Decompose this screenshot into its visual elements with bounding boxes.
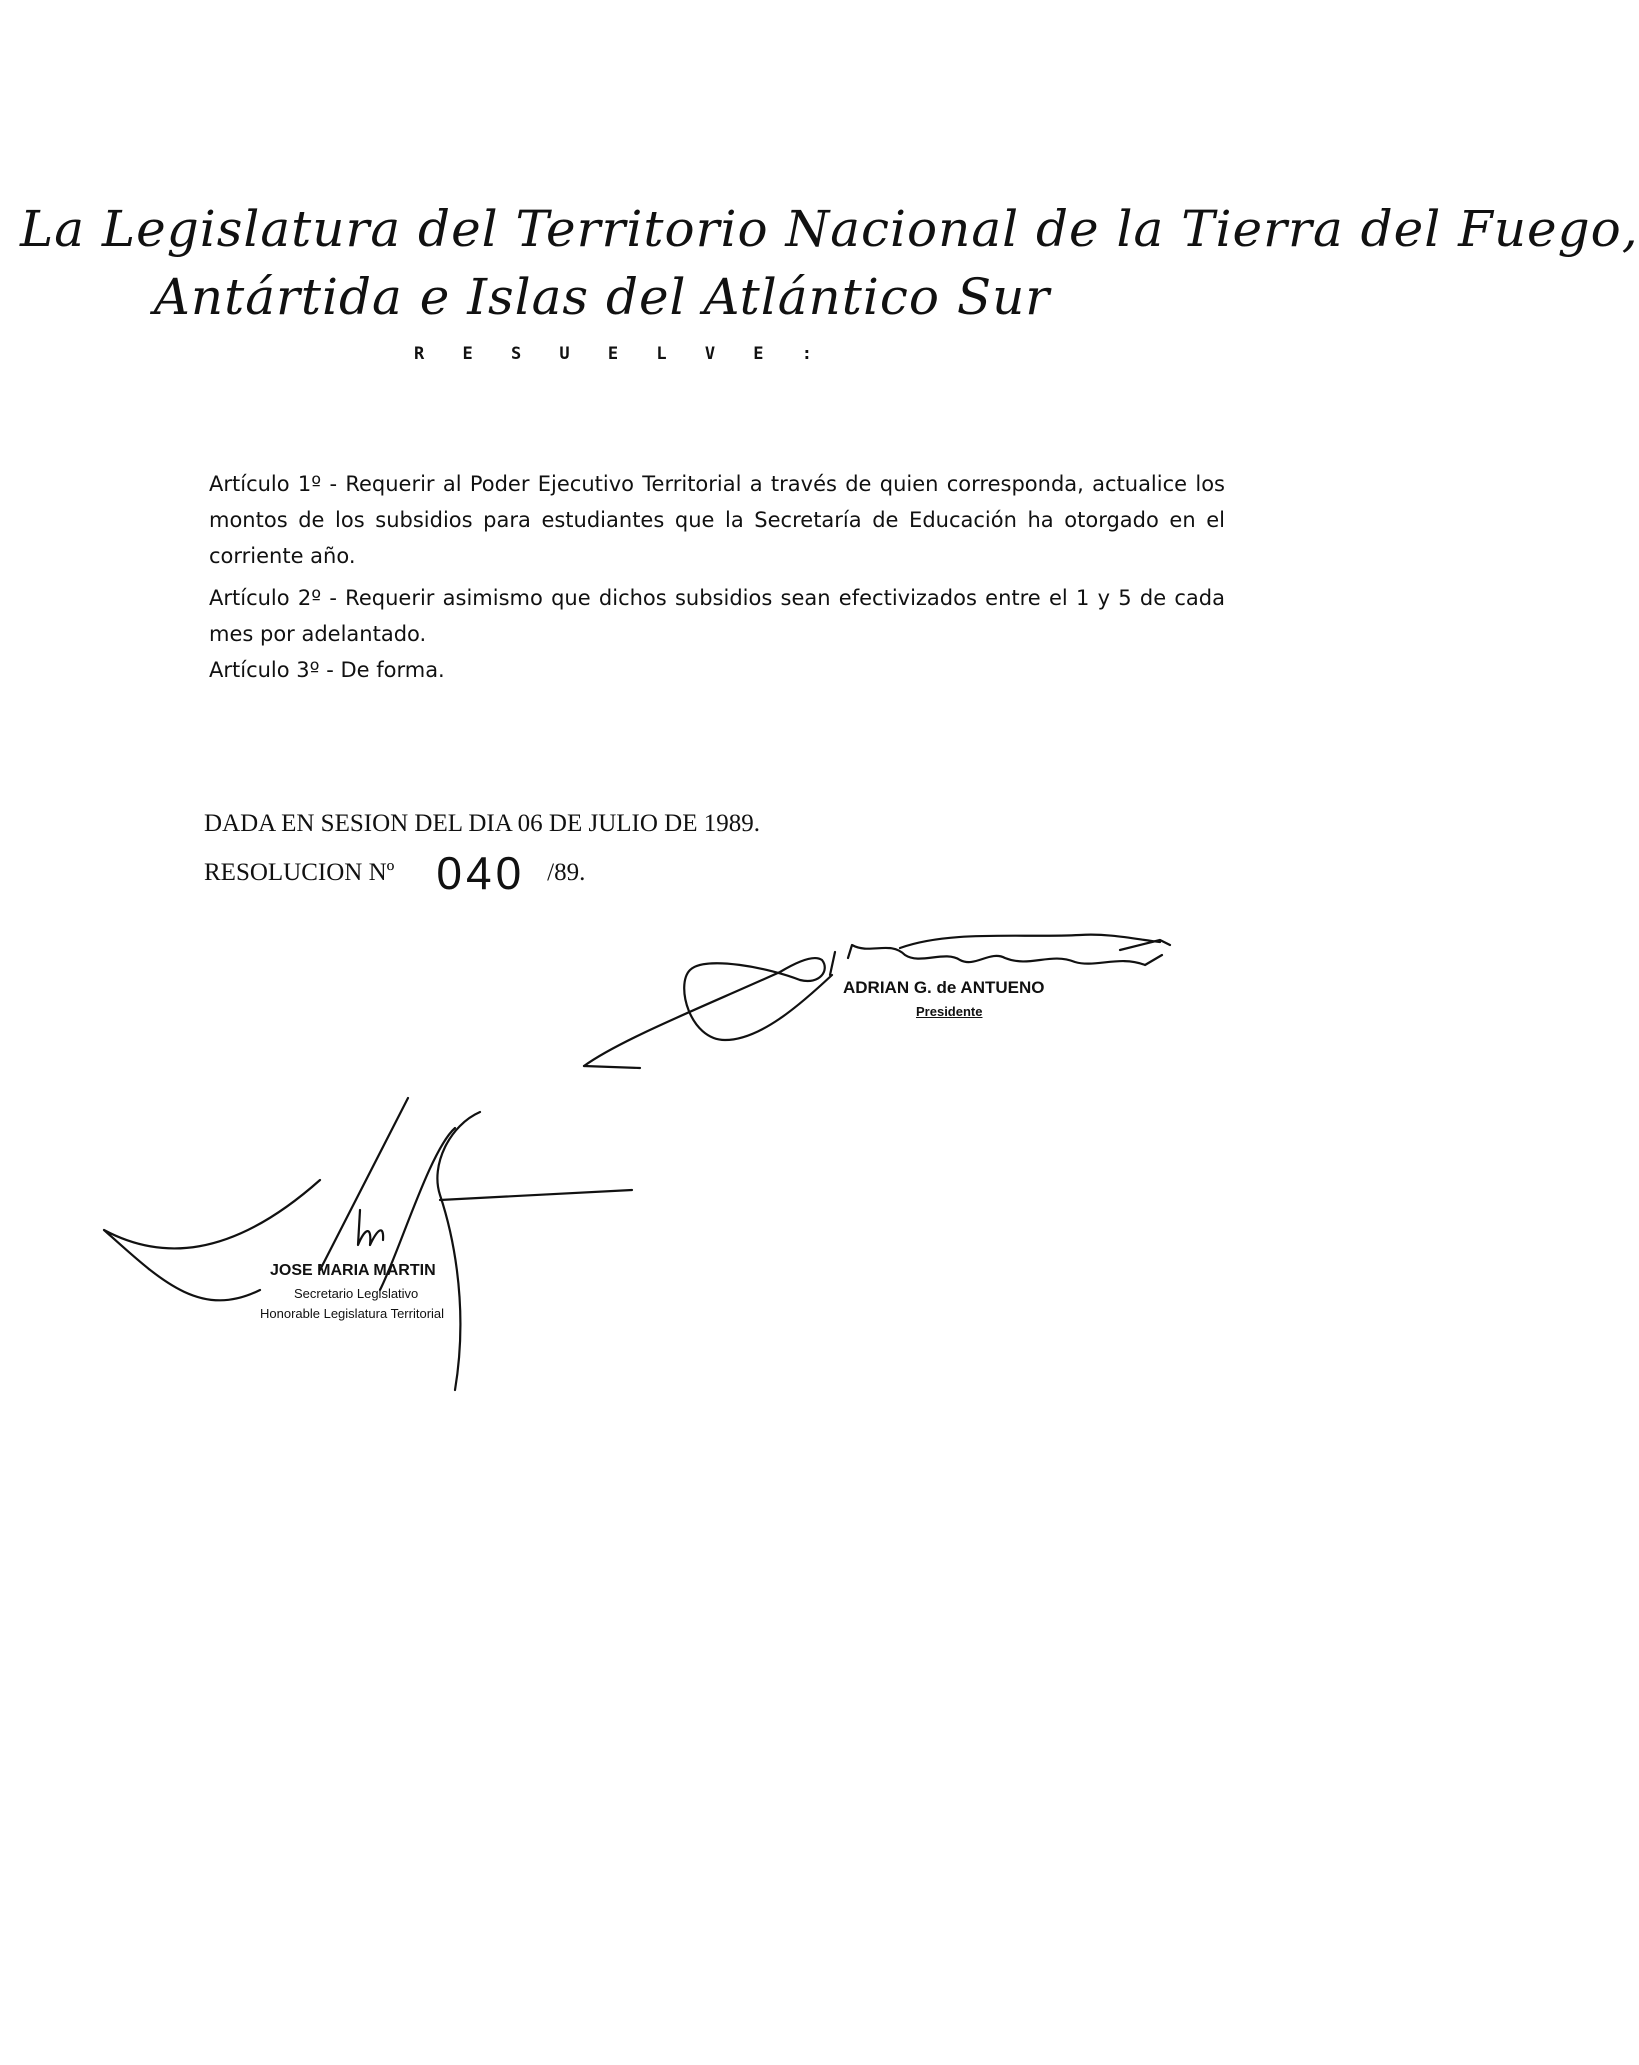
secretary-signature-stroke-3 <box>358 1210 383 1245</box>
session-date-line: DADA EN SESION DEL DIA 06 DE JULIO DE 1989. <box>204 810 760 837</box>
president-title-stamp: Presidente <box>916 1004 983 1019</box>
article-1-text: Artículo 1º - Requerir al Poder Ejecutivo Territorial a través de quien corresponda, actualice los montos de los subsidios para estudiantes que la Secretaría de Educación ha otorgado en el corriente año. <box>209 472 1225 568</box>
secretary-title-stamp: Secretario Legislativo <box>294 1286 419 1301</box>
secretary-signature-stroke-1 <box>104 1180 320 1300</box>
secretary-org-stamp: Honorable Legislatura Territorial <box>260 1306 445 1321</box>
president-signature-stroke-3 <box>830 940 1170 975</box>
article-3-text: Artículo 3º - De forma. <box>209 658 445 682</box>
article-2-text: Artículo 2º - Requerir asimismo que dichos subsidios sean efectivizados entre el 1 y 5 de cada mes por adelantado. <box>209 586 1225 646</box>
legislature-header-line-1: La Legislatura del Territorio Nacional de la Tierra del Fuego, <box>20 200 1639 258</box>
secretary-name-stamp: JOSE MARIA MARTIN <box>270 1262 436 1279</box>
secretary-signature-stroke-4 <box>437 1112 632 1390</box>
president-signature-stroke-1 <box>584 958 832 1066</box>
resolution-label: RESOLUCION Nº <box>204 859 395 886</box>
president-signature-stroke-2 <box>584 1066 640 1068</box>
resolution-year: /89. <box>547 859 586 886</box>
resuelve-heading: R E S U E L V E : <box>414 344 826 364</box>
resolution-number: 040 <box>436 847 526 899</box>
legislature-header-line-2: Antártida e Islas del Atlántico Sur <box>153 268 1051 326</box>
president-signature-stroke-4 <box>900 935 1160 948</box>
president-name-stamp: ADRIAN G. de ANTUENO <box>843 978 1045 997</box>
